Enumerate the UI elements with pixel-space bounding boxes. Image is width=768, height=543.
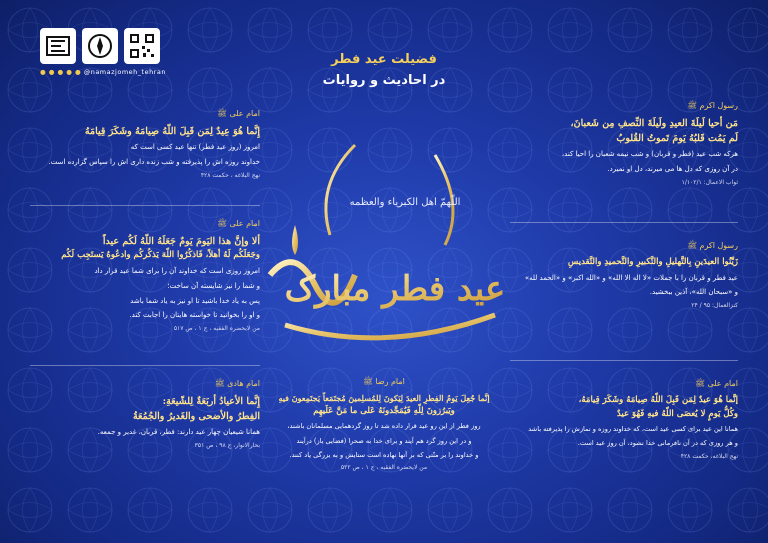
takbir-text: اللّهمّ اهل الکبریاء والعظمه [349, 197, 461, 208]
hadith-bottom-center [262, 376, 506, 471]
hadith-speaker: رسول اکرم ﷺ [687, 101, 738, 110]
namaz-jomeh-logo [40, 28, 76, 64]
divider [510, 222, 738, 223]
hadith-speaker: امام رضا ﷺ [363, 377, 405, 386]
hadith-speaker: امام علی ﷺ [695, 379, 738, 388]
hadith-translation-line: پس به یاد خدا باشید تا او نیز به یاد شما باشد [130, 296, 260, 305]
social-handle-row [40, 68, 166, 76]
hadith-top-right [510, 100, 738, 186]
divider [510, 360, 738, 361]
hadith-arabic: وجَعَلَكُم لَهُ أهلاً، فَاذكُرُوا اللّهَ يَذكُركُم وادعُوهُ يَستَجِب لَكُم [61, 250, 260, 261]
social-icons: ● ● ● ● ● [40, 68, 82, 76]
hadith-bottom-left [30, 378, 260, 449]
hadith-speaker: امام هادی ﷺ [214, 379, 260, 388]
hadith-translation-line: امروز روزی است که خداوند آن را برای شما عید قرار داد [94, 266, 260, 275]
hadith-arabic: إِنَّما الأعيادُ أربَعَةٌ لِلشّيعَةِ: [162, 396, 260, 407]
social-handle: @namazjomeh_tehran [83, 68, 166, 76]
hadith-translation-line: روز فطر از این رو عید قرار داده شد تا روز گردهمایی مسلمانان باشند، [287, 422, 481, 431]
hadith-translation-line: همانا شیعیان چهار عید دارند: فطر، قربان، غدیر و جمعه. [97, 428, 260, 437]
hadith-arabic: ألا وإنَّ هذا اليَومَ يَومٌ جَعَلَهُ اللّهُ لَكُم عيداً [102, 236, 260, 247]
hadith-source: من لایحضره الفقیه ، ج ۱ ، ص ۵۱۷ [173, 325, 260, 333]
divider [30, 365, 260, 366]
hadith-arabic: إِنَّما هُوَ عِيدٌ لِمَن قَبِلَ اللّهُ صِيامَهُ وشَكَرَ قِيامَهُ [84, 126, 260, 137]
hadith-source: ثواب الاعمال: ۱/۱۰۲/۱ [681, 179, 738, 187]
hadith-top-left [30, 108, 260, 179]
page-title: فضیلت عید فطر [331, 52, 437, 67]
hadith-mid-left [30, 218, 260, 332]
hadith-translation-line: امروز (روز عید فطر) تنها عید کسی است که [130, 143, 260, 152]
qr-code [124, 28, 160, 64]
hadith-translation-line: هرکه شب عید (فطر و قربان) و شب نیمه شعبان را احیا کند، [561, 150, 738, 159]
hadith-source: نهج البلاغه ، حکمت ۴۲۸ [200, 171, 260, 179]
hadith-arabic: لَم يَمُت قَلبُهُ يَومَ تَموتُ القُلوبُ [616, 133, 738, 145]
hadith-translation-line: و او را بخوانید تا خواسته هایتان را اجابت کند. [129, 311, 260, 320]
hadith-source: کنزالعمال: ۹۵ / ۲۴ [691, 302, 738, 310]
hadith-arabic: زَيِّنُوا العيدَينِ بِالتَّهليلِ والتَّكبيرِ والتَّحميدِ والتَّقديسِ [567, 257, 738, 267]
hadith-source: بحارالانوار، ج ۹۸ ، ص ۳۵۱ [194, 442, 260, 450]
hadith-arabic: وكُلُّ يَومٍ لا يُعصَى اللّهُ فيهِ فَهُوَ عيدٌ [616, 408, 738, 419]
hadith-arabic: إنَّما هُوَ عيدٌ لِمَن قَبِلَ اللّهُ صِيامَهُ وشَكَرَ قِيامَهُ، [578, 395, 738, 405]
hadith-translation-line: و «سبحان الله»، آذین ببخشید. [649, 288, 738, 297]
hadith-source: من لایحضره الفقیه ، ج ۱ ، ص ۵۲۲ [340, 464, 428, 471]
page-heading [294, 52, 474, 88]
hadith-arabic: مَن أحيا لَيلَةَ العيدِ ولَيلَةَ النِّصفِ مِن شَعبانَ، [570, 118, 738, 129]
eid-mubarak-text: عید فطر مبارک [284, 269, 506, 309]
divider [30, 205, 260, 206]
hadith-mid-right [510, 240, 738, 309]
hadith-translation-line: و در این روز گرد هم آیند و برای خدا به صحرا (فضایی باز) درآیند [296, 436, 472, 445]
hadith-translation-line: در آن روزی که دل ها می میرند، دل او نمیرد. [607, 165, 738, 174]
hadith-speaker: رسول اکرم ﷺ [687, 241, 738, 250]
hadith-arabic: الفِطرُ والأضحى والغَديرُ والجُمُعَةُ [132, 411, 260, 423]
hadith-source: نهج البلاغه، حکمت ۴۲۸ [680, 452, 738, 460]
hadith-translation-line: خداوند روزه اش را پذیرفته و شب زنده داری اش را سپاس گزارده است. [48, 158, 260, 167]
page-subtitle: در احادیث و روایات [322, 73, 446, 88]
hadith-arabic: ويَبرُزونَ لِلّهِ فَيُمَجِّدونَهُ عَلى ما مَنَّ عَلَيهِم [313, 405, 455, 416]
eid-calligraphy-art [255, 125, 515, 375]
hadith-speaker: امام علی ﷺ [217, 219, 260, 228]
hadith-bottom-right [510, 378, 738, 460]
hadith-speaker: امام علی ﷺ [217, 109, 260, 118]
hadith-translation-line: و خداوند را بر منّتی که بر آنها نهاده است ستایش و به بزرگی یاد کنند. [289, 450, 479, 459]
hadith-translation-line: و هر روزی که در آن نافرمانی خدا نشود، آن روز عید است. [577, 439, 738, 448]
hadith-arabic: إنَّما جُعِلَ يَومُ الفِطرِ العيدَ لِيَكونَ لِلمُسلِمينَ مُجتَمَعاً يَجتَمِعونَ فيهِ [278, 393, 490, 403]
emblem-logo [82, 28, 118, 64]
hadith-translation-line: و شما را نیز شایسته آن ساخت؛ [167, 281, 260, 290]
hadith-translation-line: عید فطر و قربان را با جملات «لا اله الا الله» و «الله اکبر» و «الحمد لله» [524, 273, 738, 282]
hadith-translation-line: همانا این عید برای کسی عید است، که خداوند روزه و نمازش را پذیرفته باشد [528, 425, 738, 434]
